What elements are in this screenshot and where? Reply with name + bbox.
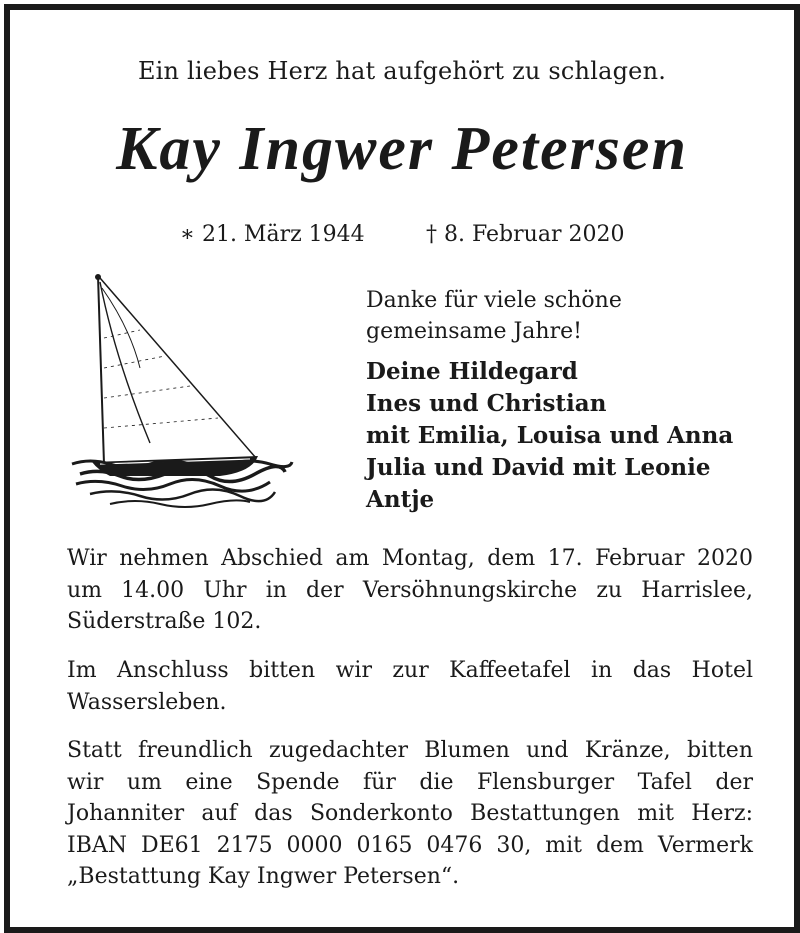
paragraph-line: um 14.00 Uhr in der Versöhnungskirche zu Harrislee, bbox=[67, 577, 753, 603]
intro-line: Ein liebes Herz hat aufgehört zu schlagen. bbox=[137, 57, 667, 85]
paragraph-line: IBAN DE61 2175 0000 0165 0476 30, mit dem Vermerk bbox=[67, 832, 753, 858]
family-line: Julia und David mit Leonie bbox=[366, 454, 711, 481]
death-date: † 8. Februar 2020 bbox=[426, 222, 625, 247]
paragraph-line: Im Anschluss bitten wir zur Kaffeetafel in das Hotel bbox=[67, 658, 753, 683]
farewell-paragraph bbox=[67, 543, 753, 638]
thanks-line: Danke für viele schöne bbox=[366, 288, 622, 313]
paragraph-line: Süderstraße 102. bbox=[67, 609, 262, 634]
family-line: Ines und Christian bbox=[366, 390, 607, 417]
thanks-line: gemeinsame Jahre! bbox=[366, 319, 582, 344]
family-line: Antje bbox=[366, 486, 435, 513]
paragraph-line: „Bestattung Kay Ingwer Petersen“. bbox=[67, 864, 460, 889]
paragraph-line: Wir nehmen Abschied am Montag, dem 17. Februar 2020 bbox=[67, 546, 753, 571]
sailboat-icon bbox=[70, 268, 300, 513]
donation-paragraph bbox=[67, 735, 753, 893]
birth-date: ∗ 21. März 1944 bbox=[180, 222, 365, 247]
family-line: Deine Hildegard bbox=[366, 358, 578, 385]
deceased-name: Kay Ingwer Petersen bbox=[116, 115, 688, 183]
paragraph-line: wir um eine Spende für die Flensburger Tafel der bbox=[67, 769, 753, 795]
thanks-text bbox=[366, 285, 766, 347]
paragraph-line: Wassersleben. bbox=[67, 689, 227, 715]
obituary-frame bbox=[4, 4, 800, 933]
reception-paragraph bbox=[67, 655, 753, 718]
paragraph-line: Statt freundlich zugedachter Blumen und Kränze, bitten bbox=[67, 738, 753, 763]
family-line: mit Emilia, Louisa und Anna bbox=[366, 422, 734, 449]
paragraph-line: Johanniter auf das Sonderkonto Bestattungen mit Herz: bbox=[67, 801, 753, 826]
family-signatures bbox=[366, 356, 786, 516]
